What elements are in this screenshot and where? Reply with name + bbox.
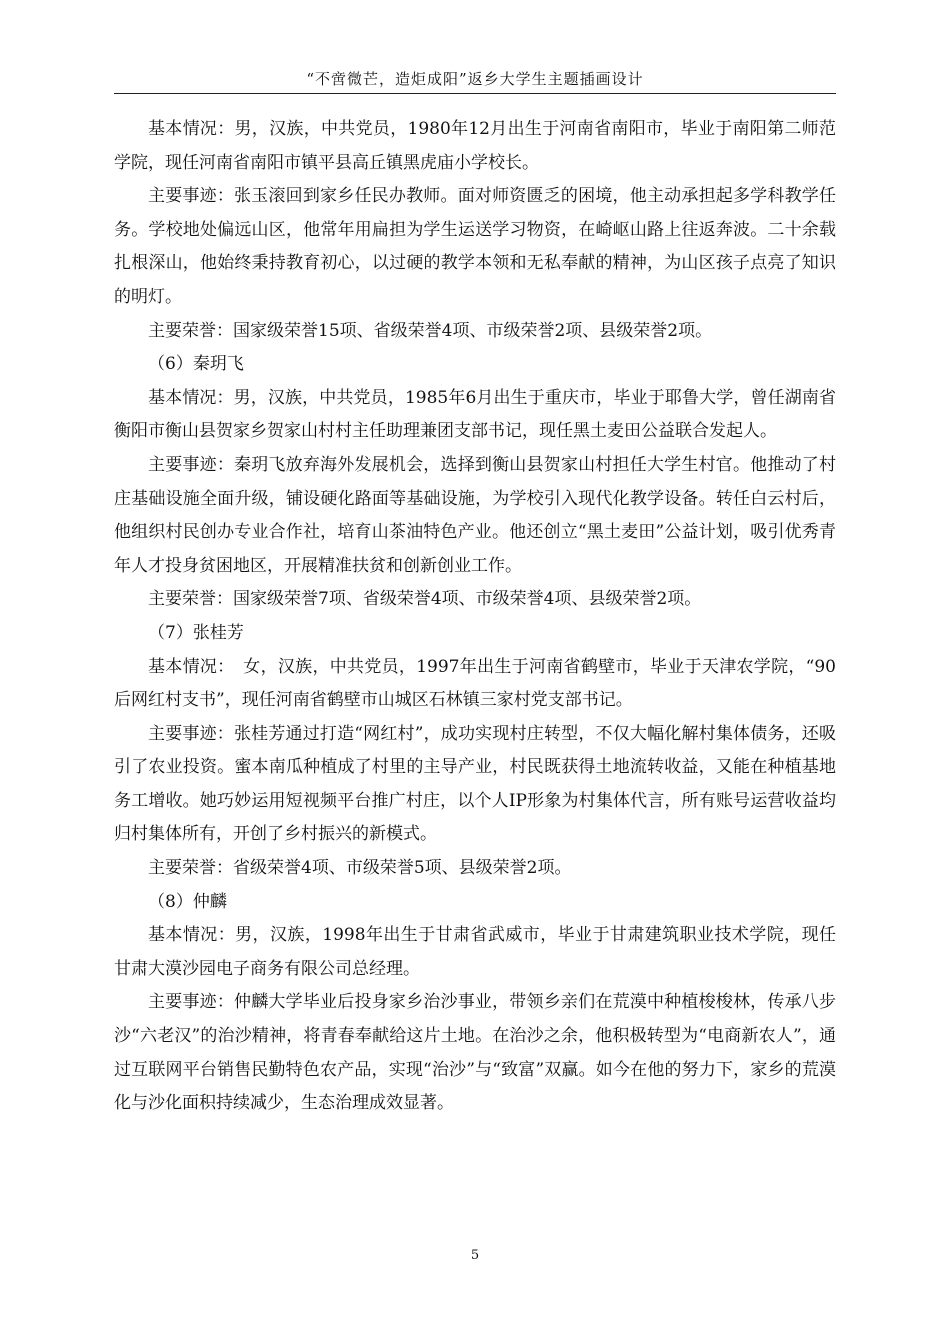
paragraph-deeds-zhang-guifang: 主要事迹：张桂芳通过打造“网红村”，成功实现村庄转型，不仅大幅化解村集体债务，还吸引了农业投资。蜜本南瓜种植成了村里的主导产业，村民既获得土地流转收益，又能在种植基地务工增收。她巧妙运用短视频平台推广村庄，以个人IP形象为村集体代言，所有账号运营收益均归村集体所有，开创了乡村振兴的新模式。 [114, 723, 836, 845]
page-number: 5 [470, 1248, 480, 1263]
page-header: “不啻微芒，造炬成阳”返乡大学生主题插画设计 [306, 70, 644, 88]
paragraph-deeds-zhang-yugun: 主要事迹：张玉滚回到家乡任民办教师。面对师资匮乏的困境，他主动承担起多学科教学任务。学校地处偏远山区，他常年用扁担为学生运送学习物资，在崎岖山路上往返奔波。二十余载扎根深山，他始终秉持教育初心，以过硬的教学本领和无私奉献的精神，为山区孩子点亮了知识的明灯。 [114, 186, 836, 307]
page-body [114, 113, 836, 1121]
paragraph-basic-info-zhong-lin: 基本情况：男，汉族，1998年出生于甘肃省武威市，毕业于甘肃建筑职业技术学院，现任甘肃大漠沙园电子商务有限公司总经理。 [114, 925, 836, 979]
paragraph-honors-zhang-yugun: 主要荣誉：国家级荣誉15项、省级荣誉4项、市级荣誉2项、县级荣誉2项。 [148, 320, 713, 341]
paragraph-basic-info-qin-yuefei: 基本情况：男，汉族，中共党员，1985年6月出生于重庆市，毕业于耶鲁大学，曾任湖南省衡阳市衡山县贺家乡贺家山村村主任助理兼团支部书记，现任黑土麦田公益联合发起人。 [114, 387, 836, 442]
paragraph-basic-info-zhang-guifang: 基本情况： 女，汉族，中共党员，1997年出生于河南省鹤壁市，毕业于天津农学院，“90后网红村支书”，现任河南省鹤壁市山城区石林镇三家村党支部书记。 [114, 656, 836, 711]
paragraph-honors-zhang-guifang: 主要荣誉：省级荣誉4项、市级荣誉5项、县级荣誉2项。 [148, 858, 572, 879]
section-heading-7: （7）张桂芳 [148, 622, 244, 643]
section-heading-8: （8）仲麟 [148, 891, 227, 912]
section-heading-6: （6）秦玥飞 [148, 354, 244, 375]
paragraph-basic-info-zhang-yugun: 基本情况：男，汉族，中共党员，1980年12月出生于河南省南阳市，毕业于南阳第二师范学院，现任河南省南阳市镇平县高丘镇黑虎庙小学校长。 [114, 119, 836, 173]
paragraph-honors-qin-yuefei: 主要荣誉：国家级荣誉7项、省级荣誉4项、市级荣誉4项、县级荣誉2项。 [148, 589, 702, 610]
header-divider [114, 93, 836, 94]
paragraph-deeds-qin-yuefei: 主要事迹：秦玥飞放弃海外发展机会，选择到衡山县贺家山村担任大学生村官。他推动了村庄基础设施全面升级，铺设硬化路面等基础设施，为学校引入现代化教学设备。转任白云村后，他组织村民创办专业合作社，培育山茶油特色产业。他还创立“黑土麦田”公益计划，吸引优秀青年人才投身贫困地区，开展精准扶贫和创新创业工作。 [114, 454, 836, 576]
paragraph-deeds-zhong-lin: 主要事迹：仲麟大学毕业后投身家乡治沙事业，带领乡亲们在荒漠中种植梭梭林，传承八步沙“六老汉”的治沙精神，将青春奉献给这片土地。在治沙之余，他积极转型为“电商新农人”，通过互联网平台销售民勤特色农产品，实现“治沙”与“致富”双赢。如今在他的努力下，家乡的荒漠化与沙化面积持续减少，生态治理成效显著。 [114, 992, 836, 1114]
